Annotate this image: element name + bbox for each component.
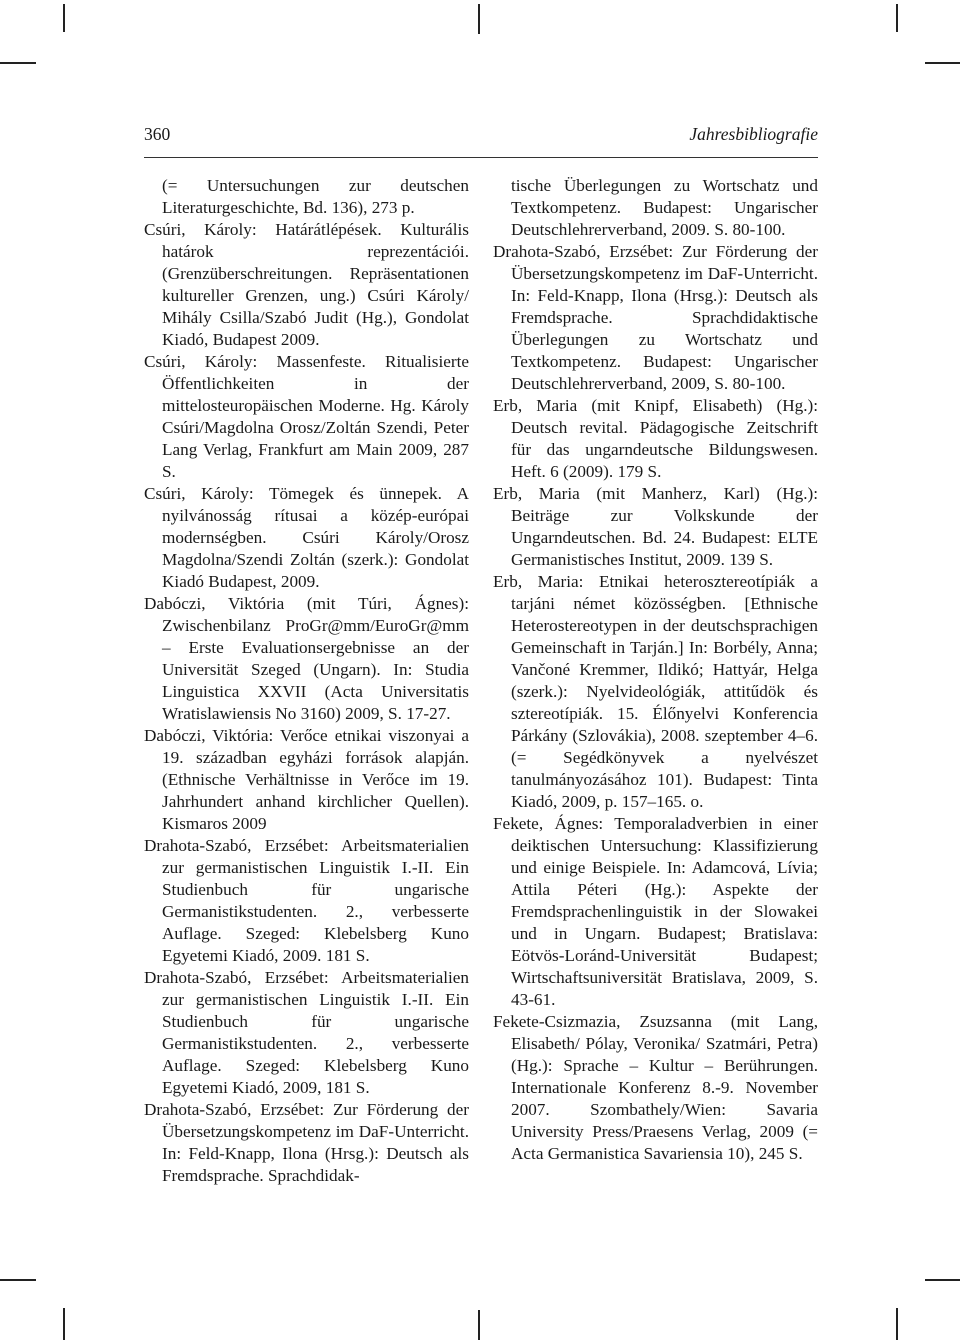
bibliography-entry: Dabóczi, Viktória (mit Túri, Ágnes): Zwischenbilanz ProGr@mm/EuroGr@mm – Erste Evaluationsergebnisse an der Universität Szeged (Ungarn). In: Studia Linguistica XXVII (Acta Universitatis Wratislawiensis No 3160) 2009, S. 17-27. (144, 594, 469, 723)
crop-mark (925, 62, 960, 64)
crop-mark (896, 1308, 898, 1340)
right-column (493, 175, 818, 1165)
bibliography-entry: Dabóczi, Viktória: Verőce etnikai viszonyai a 19. században egyházi források alapján. (Ethnische Verhältnisse in Verőce im 19. Jahrhundert anhand kirchlicher Quellen). Kismaros 2009 (144, 726, 469, 833)
running-header (144, 124, 818, 150)
left-column (144, 175, 469, 1187)
bibliography-entry: Erb, Maria (mit Manherz, Karl) (Hg.): Beiträge zur Volkskunde der Ungarndeutschen. Bd. 24. Budapest: ELTE Germanistisches Institut, 2009. 139 S. (493, 484, 818, 569)
crop-mark (478, 1310, 480, 1340)
bibliography-entry: Erb, Maria: Etnikai heterosztereotípiák a tarjáni német közösségben. [Ethnische Heterostereotypen in der deutschsprachigen Gemeinschaft in Tarján.] In: Borbély, Anna; Vančoné Kremmer, Ildikó; Hattyár, Helga (szerk.): Nyelvideológiák, attitűdök és sztereotípiák. 15. Élőnyelvi Konferencia Párkány (Szlovákia), 2008. szeptember 4–6. (= Segédkönyvek a nyelvészet tanulmányozásához 101). Budapest: Tinta Kiadó, 2009, p. 157–165. o. (493, 572, 818, 811)
bibliography-entry: (= Untersuchungen zur deutschen Literaturgeschichte, Bd. 136), 273 p. (162, 176, 469, 217)
bibliography-entry: Fekete-Csizmazia, Zsuzsanna (mit Lang, Elisabeth/ Pólay, Veronika/ Szatmári, Petra) (Hg.): Sprache – Kultur – Berührungen. Internationale Konferenz 8.-9. November 2007. Szombathely/Wien: Savaria University Press/Praesens Verlag, 2009 (= Acta Germanistica Savariensia 10), 245 S. (493, 1012, 818, 1163)
page-number: 360 (144, 124, 171, 144)
crop-mark (63, 4, 65, 32)
crop-mark (0, 1279, 36, 1281)
bibliography-entry: Csúri, Károly: Massenfeste. Ritualisierte Öffentlichkeiten in der mittelosteuropäischen Moderne. Hg. Károly Csúri/Magdolna Orosz/Zoltán Szendi, Peter Lang Verlag, Frankfurt am Main 2009, 287 S. (144, 352, 469, 481)
running-title: Jahresbibliografie (689, 124, 818, 144)
bibliography-entry: Fekete, Ágnes: Temporaladverbien in einer deiktischen Untersuchung: Klassifizierung und einige Beispiele. In: Adamcová, Lívia; Attila Péteri (Hg.): Aspekte der Fremdsprachenlinguistik in der Slowakei und in Ungarn. Budapest; Bratislava: Eötvös-Loránd-Universität Budapest; Wirtschaftsuniversität Bratislava, 2009, S. 43-61. (493, 814, 818, 1009)
crop-mark (63, 1308, 65, 1340)
crop-mark (896, 4, 898, 32)
bibliography-entry: Drahota-Szabó, Erzsébet: Zur Förderung der Übersetzungskompetenz im DaF-Unterricht. In: Feld-Knapp, Ilona (Hrsg.): Deutsch als Fremdsprache. Sprachdidaktische Überlegungen zu Wortschatz und Textkompetenz. Budapest: Ungarischer Deutschlehrerverband, 2009, S. 80-100. (493, 242, 818, 393)
bibliography-entry: Drahota-Szabó, Erzsébet: Arbeitsmaterialien zur germanistischen Linguistik I.-II. Ein Studienbuch für ungarische Germanistikstudenten. 2., verbesserte Auflage. Szeged: Klebelsberg Kuno Egyetemi Kiadó, 2009, 181 S. (144, 968, 469, 1097)
bibliography-entry: Csúri, Károly: Tömegek és ünnepek. A nyilvánosság rítusai a közép-európai modernségben. Csúri Károly/Orosz Magdolna/Szendi Zoltán (szerk.): Gondolat Kiadó Budapest, 2009. (144, 484, 469, 591)
bibliography-entry: tische Überlegungen zu Wortschatz und Textkompetenz. Budapest: Ungarischer Deutschlehrerverband, 2009. S. 80-100. (511, 176, 818, 239)
crop-mark (478, 4, 480, 34)
bibliography-entry: Erb, Maria (mit Knipf, Elisabeth) (Hg.): Deutsch revital. Pädagogische Zeitschrift für das ungarndeutsche Bildungswesen. Heft. 6 (2009). 179 S. (493, 396, 818, 481)
bibliography-entry: Drahota-Szabó, Erzsébet: Zur Förderung der Übersetzungskompetenz im DaF-Unterricht. In: Feld-Knapp, Ilona (Hrsg.): Deutsch als Fremdsprache. Sprachdidak- (144, 1100, 469, 1185)
header-rule (144, 157, 818, 158)
crop-mark (925, 1279, 960, 1281)
crop-mark (0, 62, 36, 64)
bibliography-entry: Drahota-Szabó, Erzsébet: Arbeitsmaterialien zur germanistischen Linguistik I.-II. Ein Studienbuch für ungarische Germanistikstudenten. 2., verbesserte Auflage. Szeged: Klebelsberg Kuno Egyetemi Kiadó, 2009. 181 S. (144, 836, 469, 965)
bibliography-entry: Csúri, Károly: Határátlépések. Kulturális határok reprezentációi. (Grenzüberschreitungen. Repräsentationen kultureller Grenzen, ung.) Csúri Károly/ Mihály Csilla/Szabó Judit (Hg.), Gondolat Kiadó, Budapest 2009. (144, 220, 469, 349)
